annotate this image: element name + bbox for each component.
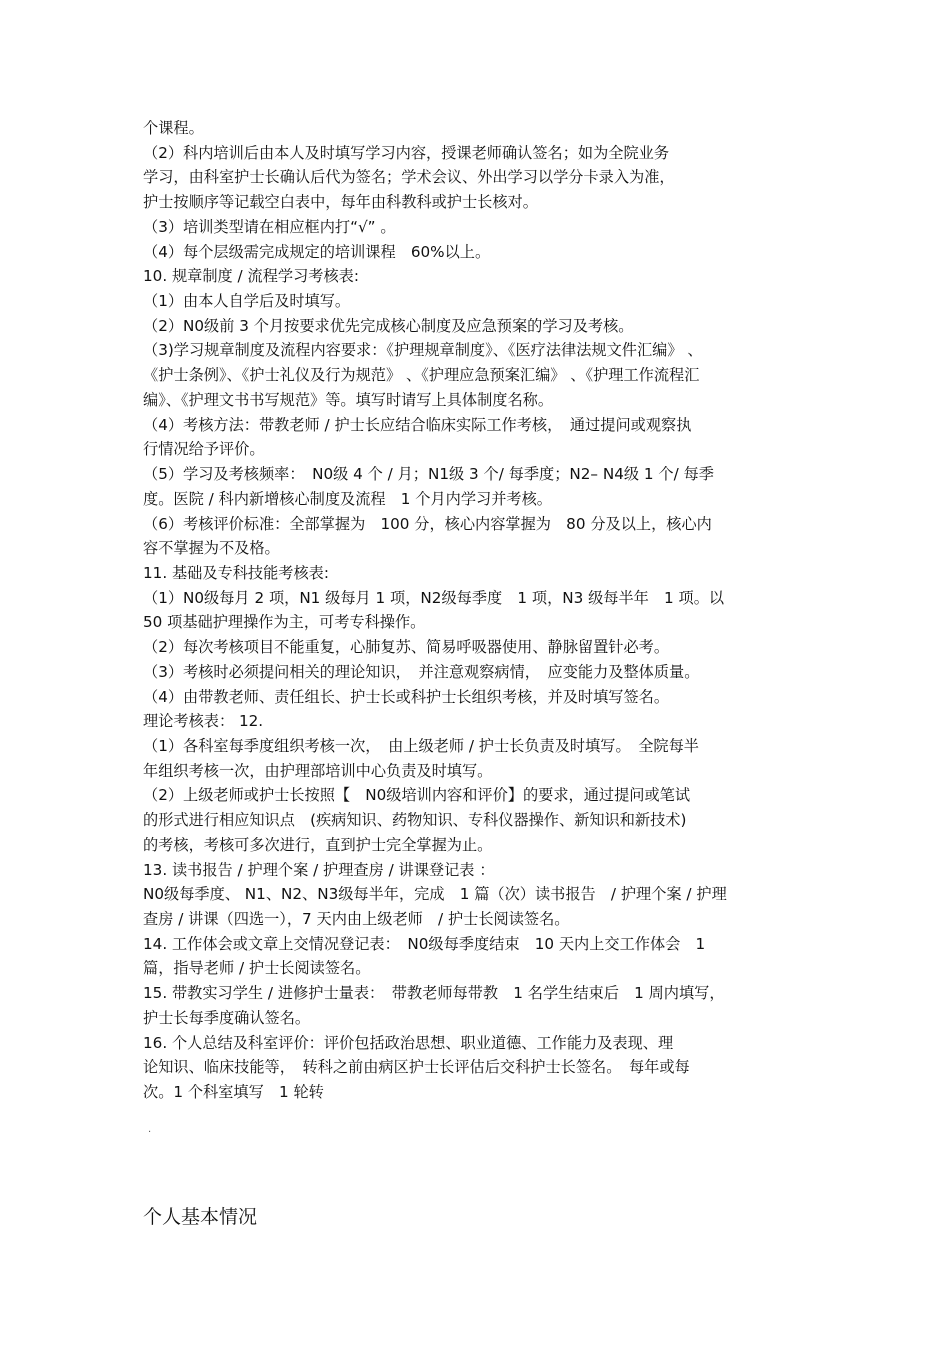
section-title-personal-info: 个人基本情况 xyxy=(143,1206,258,1228)
text-line: 50 项基础护理操作为主，可考专科操作。 xyxy=(143,613,426,632)
text-line: （5）学习及考核频率： N0级 4 个 / 月；N1级 3 个/ 每季度；N2– N4级 1 个/ 每季 xyxy=(143,465,714,484)
section-heading: 14. 工作体会或文章上交情况登记表： N0级每季度结束 10 天内上交工作体会 1 xyxy=(143,934,706,953)
text-line: 个课程。 xyxy=(143,119,204,137)
text-line: 的形式进行相应知识点 (疾病知识、药物知识、专科仪器操作、新知识和新技术) xyxy=(143,811,687,830)
section-heading: 15. 带教实习学生 / 进修护士量表： 带教老师每带教 1 名学生结束后 1 周内填写， xyxy=(143,984,725,1003)
section-heading: 13. 读书报告 / 护理个案 / 护理查房 / 讲课登记表 ： xyxy=(143,860,495,879)
section-heading: 理论考核表： 12. xyxy=(143,712,264,731)
text-line: 行情况给予评价。 xyxy=(143,440,265,459)
text-line: （1）N0级每月 2 项，N1 级每月 1 项，N2级每季度 1 项，N3 级每半年 1 项。以 xyxy=(143,588,725,607)
text-line: （2）每次考核项目不能重复，心肺复苏、简易呼吸器使用、静脉留置针必考。 xyxy=(143,638,670,657)
section-heading: 16. 个人总结及科室评价：评价包括政治思想、职业道德、工作能力及表现、理 xyxy=(143,1033,674,1052)
text-line: （3）培训类型请在相应框内打“√” 。 xyxy=(143,217,396,236)
text-line: 编》、《护理文书书写规范》等。填写时请写上具体制度名称。 xyxy=(143,390,554,409)
text-line: （2）科内培训后由本人及时填写学习内容，授课老师确认签名；如为全院业务 xyxy=(143,143,670,162)
text-line: 护士长每季度确认签名。 xyxy=(143,1008,311,1027)
text-line: 论知识、临床技能等， 转科之前由病区护士长评估后交科护士长签名。 每年或每 xyxy=(143,1058,690,1077)
text-line: 的考核，考核可多次进行，直到护士完全掌握为止。 xyxy=(143,835,493,854)
text-line: 篇，指导老师 / 护士长阅读签名。 xyxy=(143,959,371,978)
text-line: （4）考核方法：带教老师 / 护士长应结合临床实际工作考核， 通过提问或观察执 xyxy=(143,415,692,434)
text-line: （6）考核评价标准：全部掌握为 100 分，核心内容掌握为 80 分及以上，核心内 xyxy=(143,514,712,533)
text-line: （3)学习规章制度及流程内容要求：《护理规章制度》、《医疗法律法规文件汇编》 、 xyxy=(143,341,703,360)
text-line: 年组织考核一次，由护理部培训中心负责及时填写。 xyxy=(143,761,493,780)
text-line: 《护士条例》、《护士礼仪及行为规范》 、《护理应急预案汇编》 、《护理工作流程汇 xyxy=(143,366,700,385)
text-line: 度。医院 / 科内新增核心制度及流程 1 个月内学习并考核。 xyxy=(143,489,552,508)
text-line: 学习，由科室护士长确认后代为签名；学术会议、外出学习以学分卡录入为准， xyxy=(143,168,675,187)
section-heading: 10. 规章制度 / 流程学习考核表: xyxy=(143,267,359,286)
text-line: （1）由本人自学后及时填写。 xyxy=(143,292,351,311)
stray-mark: . xyxy=(148,1124,152,1135)
text-line: （3）考核时必须提问相关的理论知识， 并注意观察病情， 应变能力及整体质量。 xyxy=(143,662,700,681)
text-line: （4）每个层级需完成规定的培训课程 60%以上。 xyxy=(143,242,491,261)
text-line: 容不掌握为不及格。 xyxy=(143,539,280,558)
text-line: 次。1 个科室填写 1 轮转 xyxy=(143,1083,324,1102)
text-line: 查房 / 讲课（四选一），7 天内由上级老师 / 护士长阅读签名。 xyxy=(143,910,570,928)
text-line: N0级每季度、 N1、N2、N3级每半年，完成 1 篇（次）读书报告 / 护理个案 / 护理 xyxy=(143,885,727,904)
text-line: （4）由带教老师、责任组长、护士长或科护士长组织考核，并及时填写签名。 xyxy=(143,687,670,706)
section-heading: 11. 基础及专科技能考核表: xyxy=(143,563,329,582)
text-line: （2）上级老师或护士长按照【 N0级培训内容和评价】的要求，通过提问或笔试 xyxy=(143,786,691,805)
document-body xyxy=(143,116,815,1105)
text-line: 护士按顺序等记载空白表中，每年由科教科或护士长核对。 xyxy=(143,193,538,212)
text-line: （2）N0级前 3 个月按要求优先完成核心制度及应急预案的学习及考核。 xyxy=(143,316,634,335)
text-line: （1）各科室每季度组织考核一次， 由上级老师 / 护士长负责及时填写。 全院每半 xyxy=(143,736,699,755)
